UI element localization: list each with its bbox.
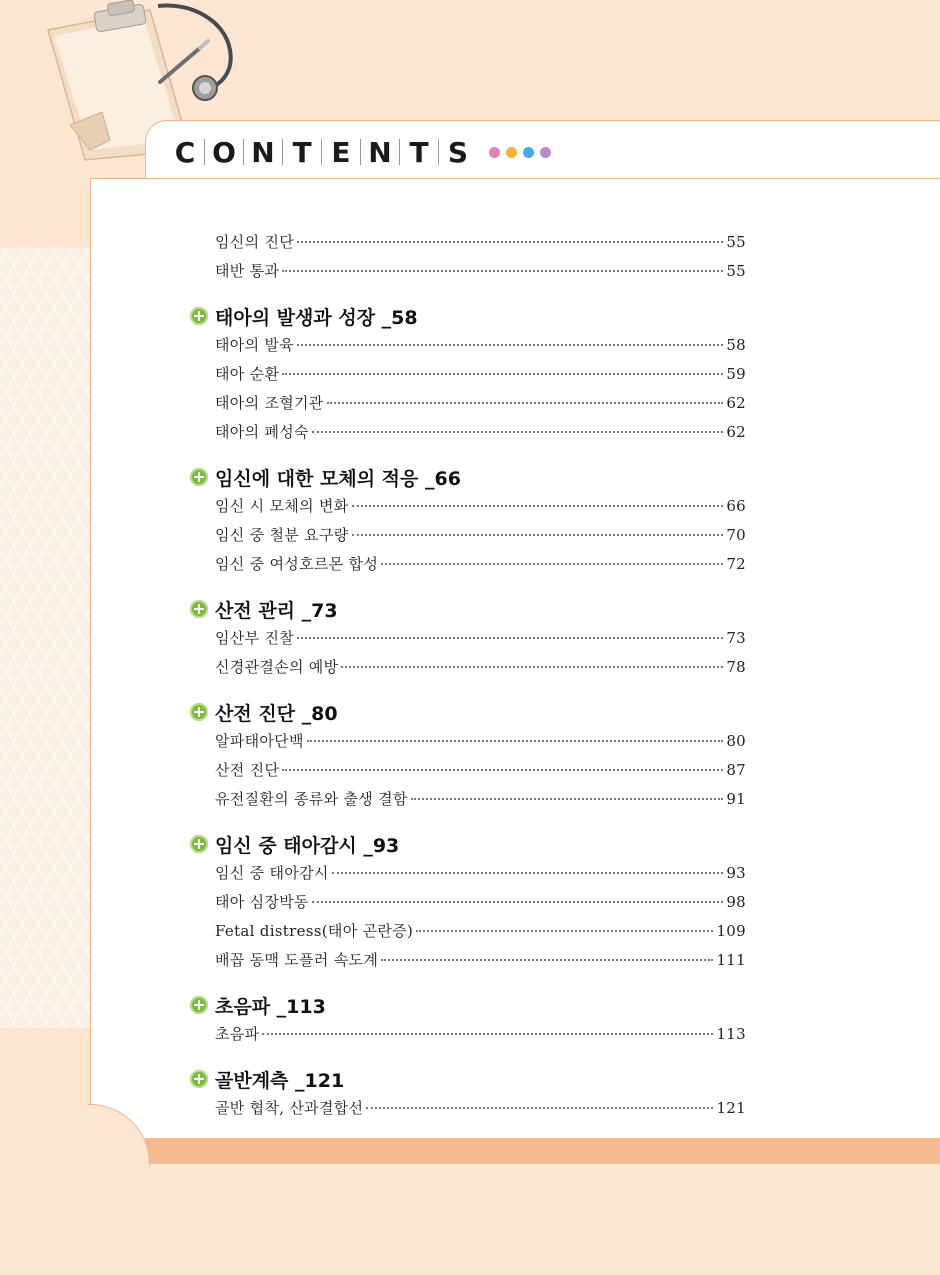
title-letter: S xyxy=(447,135,469,169)
toc-entry[interactable] xyxy=(190,891,746,920)
page-number: 78 xyxy=(726,658,746,676)
page-number: 98 xyxy=(726,893,746,911)
page-number: 62 xyxy=(726,394,746,412)
dotted-leader xyxy=(332,871,724,874)
toc-entry[interactable] xyxy=(190,759,746,788)
page-number: 55 xyxy=(726,233,746,251)
dotted-leader xyxy=(411,797,724,800)
dotted-leader xyxy=(366,1106,713,1109)
toc-entry-title: 태아 심장박동 xyxy=(215,893,309,911)
page-number: 111 xyxy=(716,951,746,969)
page-number: 87 xyxy=(726,761,746,779)
section-heading[interactable] xyxy=(190,697,746,727)
bottom-band xyxy=(145,1138,940,1164)
title-letter: T xyxy=(409,135,429,169)
toc-entry[interactable] xyxy=(190,1097,746,1126)
toc-entry[interactable] xyxy=(190,788,746,817)
page-number: 58 xyxy=(726,336,746,354)
section-title: 산전 진단 _80 xyxy=(215,702,338,725)
section-title: 골반계측 _121 xyxy=(215,1069,345,1092)
dotted-leader xyxy=(312,430,724,433)
toc-entry[interactable] xyxy=(190,1023,746,1052)
page-number: 121 xyxy=(716,1099,746,1117)
toc-entry-title: 임신 시 모체의 변화 xyxy=(215,497,349,515)
toc-entry[interactable] xyxy=(190,392,746,421)
section-title: 임신에 대한 모체의 적응 _66 xyxy=(215,467,461,490)
contents-title xyxy=(172,134,551,170)
page-number: 80 xyxy=(726,732,746,750)
toc-entry-title: Fetal distress(태아 곤란증) xyxy=(215,922,414,940)
dotted-leader xyxy=(381,562,723,565)
section-heading[interactable] xyxy=(190,990,746,1020)
toc-entry-title: 태반 통과 xyxy=(215,262,280,280)
section-heading[interactable] xyxy=(190,829,746,859)
page-number: 93 xyxy=(726,864,746,882)
section-title: 초음파 _113 xyxy=(215,995,326,1018)
decorative-pattern-band xyxy=(0,248,92,1028)
toc-entry-title: 태아 순환 xyxy=(215,365,280,383)
dotted-leader xyxy=(312,900,724,903)
toc-entry[interactable] xyxy=(190,231,746,260)
toc-entry-title: 임신 중 여성호르몬 합성 xyxy=(215,555,379,573)
page-number: 113 xyxy=(716,1025,746,1043)
section-heading[interactable] xyxy=(190,301,746,331)
page-number: 55 xyxy=(726,262,746,280)
dotted-leader xyxy=(262,1032,713,1035)
plus-circle-icon xyxy=(190,600,208,618)
plus-circle-icon xyxy=(190,703,208,721)
section-heading[interactable] xyxy=(190,1064,746,1094)
toc-entry[interactable] xyxy=(190,949,746,978)
page-number: 91 xyxy=(726,790,746,808)
table-of-contents xyxy=(190,231,746,1126)
toc-entry[interactable] xyxy=(190,553,746,582)
toc-entry[interactable] xyxy=(190,524,746,553)
page-number: 66 xyxy=(726,497,746,515)
toc-entry-title: 유전질환의 종류와 출생 결함 xyxy=(215,790,408,808)
title-letter: N xyxy=(368,135,392,169)
decorative-dots xyxy=(489,147,551,158)
title-letter: O xyxy=(212,135,236,169)
toc-entry-title: 태아의 조혈기관 xyxy=(215,394,324,412)
section-heading[interactable] xyxy=(190,462,746,492)
toc-entry[interactable] xyxy=(190,730,746,759)
dot-purple xyxy=(540,147,551,158)
plus-circle-icon xyxy=(190,468,208,486)
dotted-leader xyxy=(352,504,724,507)
toc-entry-title: 신경관결손의 예방 xyxy=(215,658,339,676)
toc-entry-title: 임신 중 태아감시 xyxy=(215,864,329,882)
page-number: 72 xyxy=(726,555,746,573)
toc-entry[interactable] xyxy=(190,260,746,289)
toc-entry-title: 알파태아단백 xyxy=(215,732,304,750)
toc-entry-title: 초음파 xyxy=(215,1025,260,1043)
page-number: 73 xyxy=(726,629,746,647)
toc-entry-title: 태아의 폐성숙 xyxy=(215,423,309,441)
plus-circle-icon xyxy=(190,307,208,325)
dot-pink xyxy=(489,147,500,158)
dot-yellow xyxy=(506,147,517,158)
page-number: 109 xyxy=(716,922,746,940)
toc-entry-title: 골반 협착, 산과결합선 xyxy=(215,1099,364,1117)
toc-entry[interactable] xyxy=(190,421,746,450)
dot-blue xyxy=(523,147,534,158)
page-number: 62 xyxy=(726,423,746,441)
toc-entry-title: 임신 중 철분 요구량 xyxy=(215,526,349,544)
dotted-leader xyxy=(282,768,723,771)
section-title: 임신 중 태아감시 _93 xyxy=(215,834,400,857)
dotted-leader xyxy=(297,343,723,346)
toc-entry-title: 태아의 발육 xyxy=(215,336,295,354)
page-number: 70 xyxy=(726,526,746,544)
title-letter: C xyxy=(174,135,196,169)
section-heading[interactable] xyxy=(190,594,746,624)
toc-entry[interactable] xyxy=(190,363,746,392)
toc-entry-title: 임신의 진단 xyxy=(215,233,295,251)
dotted-leader xyxy=(307,739,724,742)
dotted-leader xyxy=(297,636,723,639)
section-title: 산전 관리 _73 xyxy=(215,599,338,622)
dotted-leader xyxy=(352,533,724,536)
dotted-leader xyxy=(327,401,724,404)
page-number: 59 xyxy=(726,365,746,383)
plus-circle-icon xyxy=(190,835,208,853)
title-letter: N xyxy=(251,135,275,169)
plus-circle-icon xyxy=(190,1070,208,1088)
title-letter: E xyxy=(331,135,351,169)
dotted-leader xyxy=(282,269,723,272)
dotted-leader xyxy=(341,665,723,668)
dotted-leader xyxy=(416,929,713,932)
toc-entry-title: 산전 진단 xyxy=(215,761,280,779)
toc-entry-title: 임산부 진찰 xyxy=(215,629,295,647)
plus-circle-icon xyxy=(190,996,208,1014)
toc-entry[interactable] xyxy=(190,495,746,524)
dotted-leader xyxy=(282,372,723,375)
section-title: 태아의 발생과 성장 _58 xyxy=(215,306,418,329)
toc-entry[interactable] xyxy=(190,627,746,656)
toc-entry[interactable] xyxy=(190,862,746,891)
title-letter: T xyxy=(292,135,312,169)
toc-entry[interactable] xyxy=(190,920,746,949)
toc-entry[interactable] xyxy=(190,334,746,363)
toc-entry[interactable] xyxy=(190,656,746,685)
toc-entry-title: 배꼽 동맥 도플러 속도계 xyxy=(215,951,379,969)
dotted-leader xyxy=(297,240,723,243)
dotted-leader xyxy=(381,958,713,961)
